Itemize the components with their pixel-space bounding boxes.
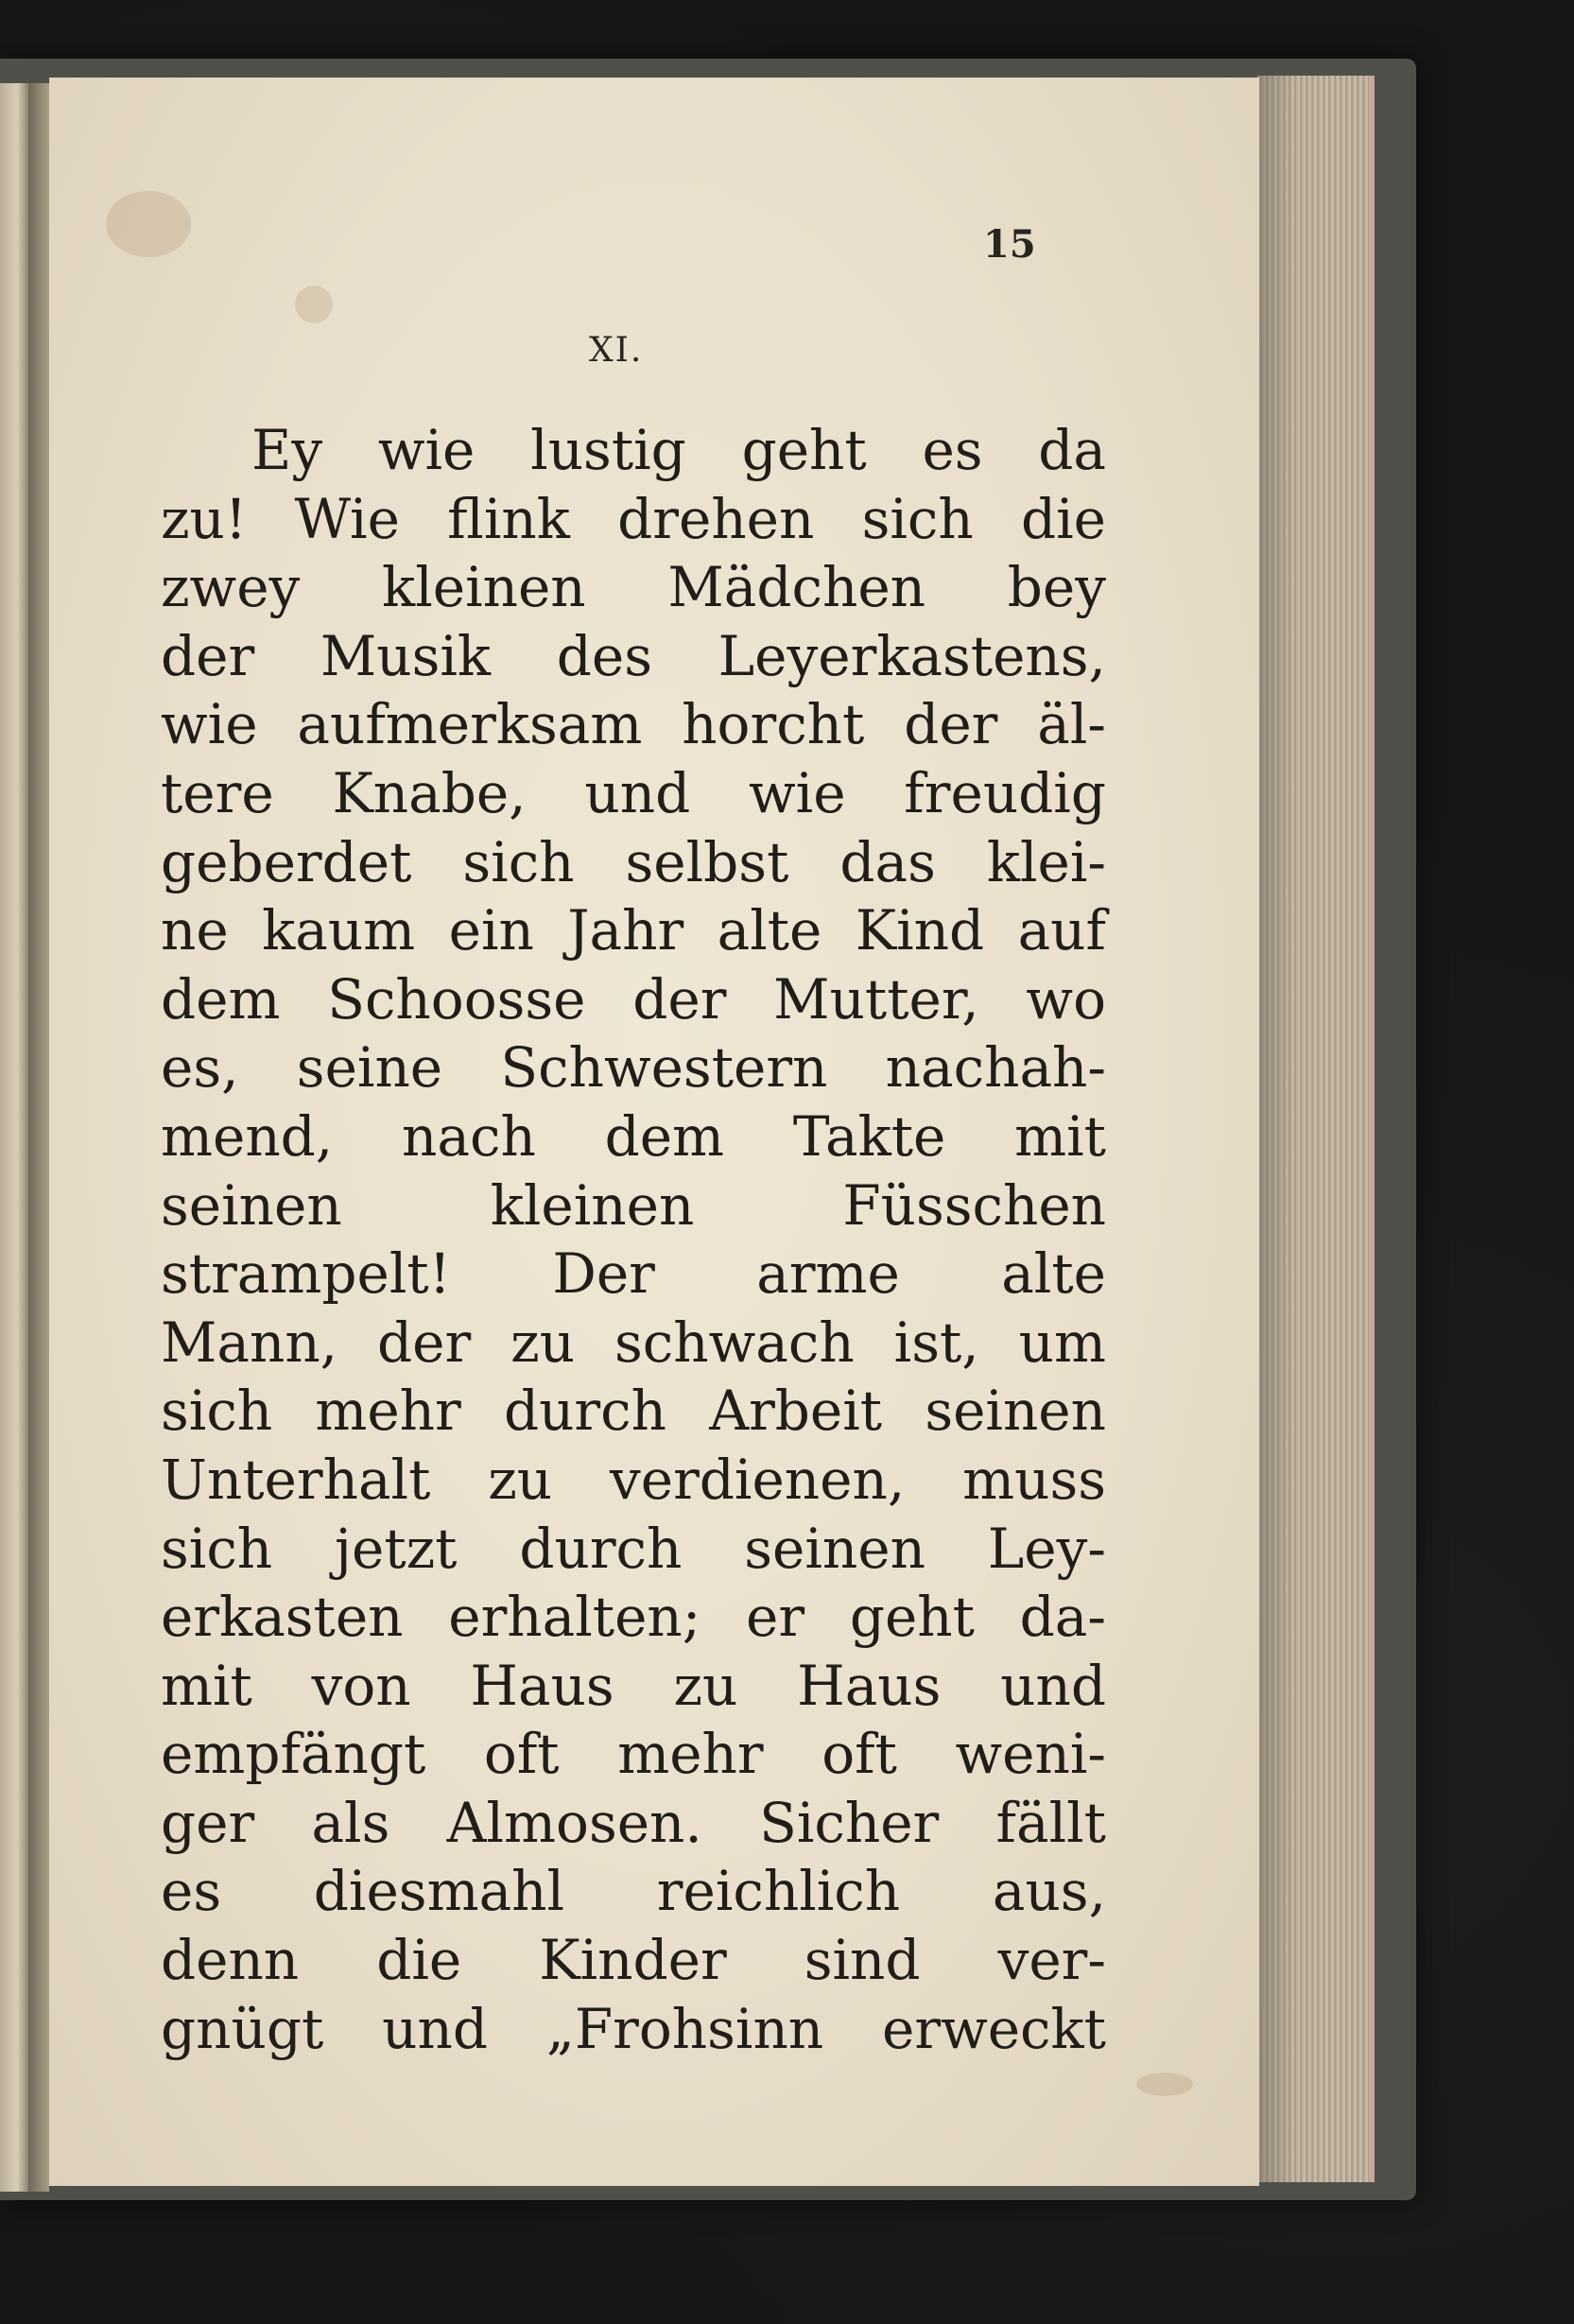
paper-stain <box>295 286 333 323</box>
text-line: empfängt oft mehr oft weni- <box>161 1722 1106 1787</box>
text-line: ger als Almosen. Sicher fällt <box>161 1790 1106 1855</box>
paper-stain <box>1136 2073 1193 2096</box>
chapter-heading: XI. <box>589 331 644 370</box>
page-number: 15 <box>983 222 1036 267</box>
text-line: es diesmahl reichlich aus, <box>161 1859 1106 1924</box>
text-line: gnügt und „Frohsinn erweckt <box>161 1996 1106 2061</box>
text-line: sich jetzt durch seinen Ley- <box>161 1516 1106 1581</box>
paper-stain <box>106 191 191 257</box>
text-line: denn die Kinder sind ver- <box>161 1928 1106 1993</box>
text-line: geberdet sich selbst das klei- <box>161 829 1106 894</box>
text-line: es, seine Schwestern nachah- <box>161 1035 1106 1101</box>
text-line: mend, nach dem Takte mit <box>161 1103 1106 1169</box>
text-line: zwey kleinen Mädchen bey <box>161 555 1106 620</box>
text-line: der Musik des Leyerkastens, <box>161 623 1106 688</box>
text-line: ne kaum ein Jahr alte Kind auf <box>161 898 1106 963</box>
facing-page-edge <box>0 83 28 2192</box>
text-line: Mann, der zu schwach ist, um <box>161 1309 1106 1375</box>
text-line: sich mehr durch Arbeit seinen <box>161 1379 1106 1444</box>
text-line: wie aufmerksam horcht der äl- <box>161 692 1106 757</box>
text-line: zu! Wie flink drehen sich die <box>161 486 1106 551</box>
text-line: strampelt! Der arme alte <box>161 1241 1106 1307</box>
text-line: seinen kleinen Füsschen <box>161 1172 1106 1238</box>
text-line: mit von Haus zu Haus und <box>161 1653 1106 1718</box>
text-line: tere Knabe, und wie freudig <box>161 760 1106 825</box>
text-line: dem Schoosse der Mutter, wo <box>161 966 1106 1032</box>
text-line: erkasten erhalten; er geht da- <box>161 1585 1106 1650</box>
body-text <box>161 416 1106 2063</box>
text-line: Unterhalt zu verdienen, muss <box>161 1447 1106 1512</box>
text-line: Ey wie lustig geht es da <box>251 418 1106 482</box>
page-edges-shadow <box>1257 76 1295 2182</box>
book-gutter <box>28 83 49 2192</box>
